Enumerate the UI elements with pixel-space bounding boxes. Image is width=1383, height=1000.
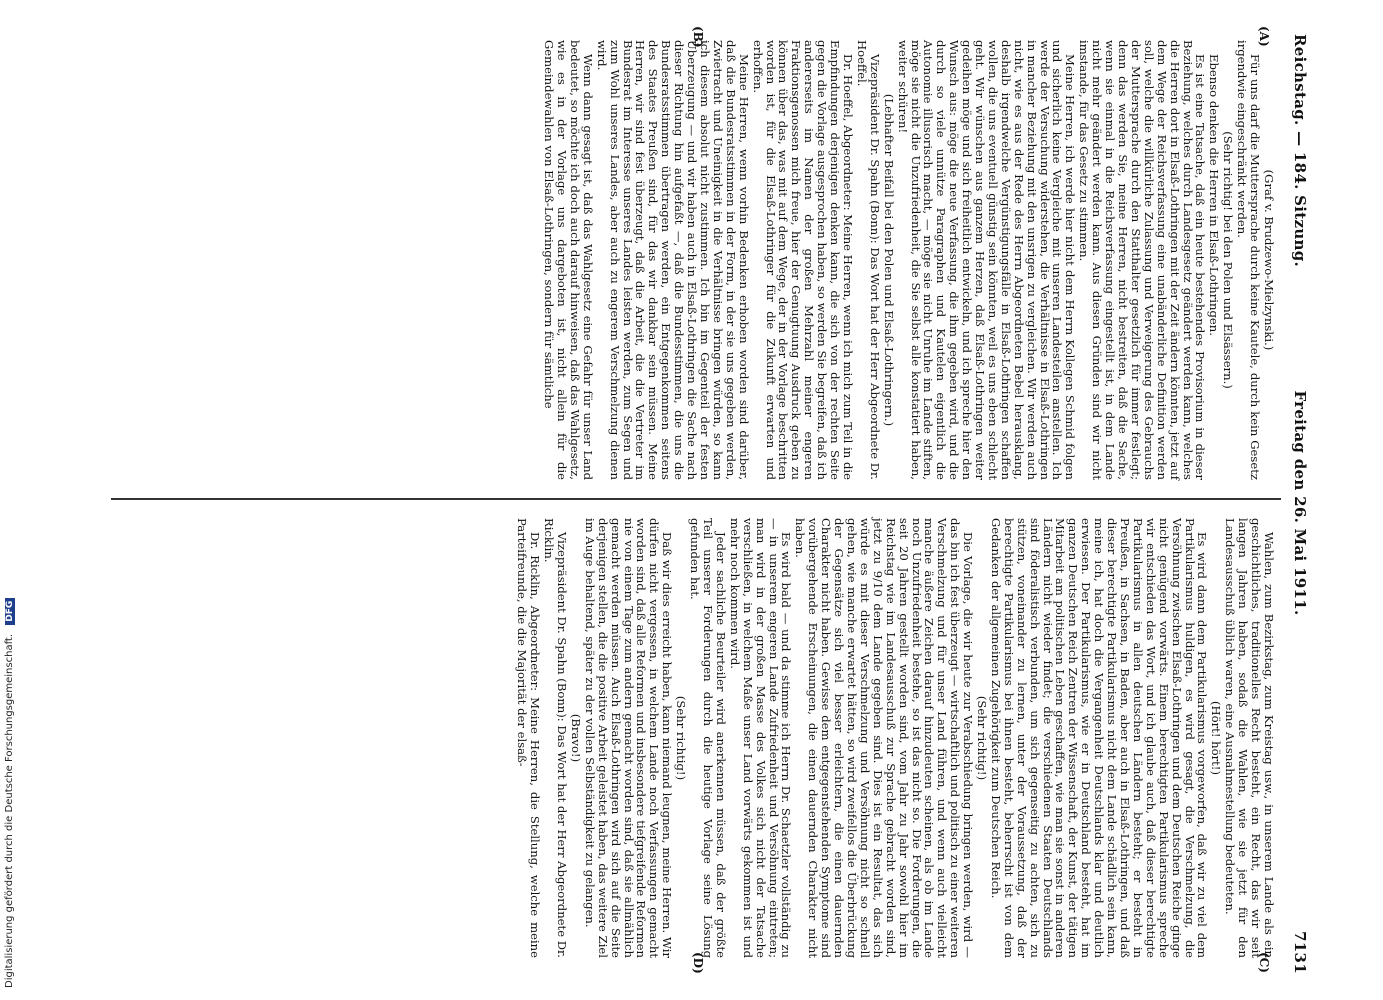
paragraph: Vizepräsident Dr. Spahn (Bonn): Das Wort hat der Herr Abgeordnete Dr. Hoeffel. (854, 40, 882, 480)
paragraph: Meine Herren, ich werde hier nicht dem Herrn Kollegen Schmid folgen und sicherlich keine Vergleiche mit unseren Landesteilen anstellen. Ich werde der Versuchung widerstehen, die Verhältnisse in Elsaß-Lothringen in mancher Beziehung mit den unsrigen zu vergleichen. Wir werden auch nicht, wie es aus der Rede des Herrn Abgeordneten Bebel herausklang, deshalb irgendwelche Vergünstigungsfälle in Elsaß-Lothringen schaffen wollen, die uns eventuell günstig sein könnten, weil es uns eben schlecht geht. Wir wünschen aus ganzem Herzen, daß Elsaß-Lothringen weiter gedeihen möge und sich freiheitlich entwickeln, und ich spreche hier den Wunsch aus: möge die neue Verfassung, die ihm gegeben wird, und die durch so viele unnütze Paragraphen und Kautelen eigentlich die Autonomie illusorisch macht, — möge sie nicht Unruhe im Lande stiften, möge sie nicht die Unzufriedenheit, die Sie selbst alle konstatiert haben, weiter schüren! (895, 40, 1078, 480)
margin-mark-d: (D) (691, 952, 705, 974)
header-date: Freitag den 26. Mai 1911. (1291, 390, 1309, 616)
interjection: (Lebhafter Beifall bei den Polen und Elsaß-Lothringern.) (881, 93, 896, 427)
paragraph: Die Vorlage, die wir heute zur Verabschiedung bringen werden, wird — das bin ich fest überzeugt — wirtschaftlich und politisch zu einer weiteren Verschmelzung und für unser Land führen, und wenn auch vielleicht manche äußere Zeichen darauf hinzudeuten scheinen, als ob im Lande noch Unzufriedenheit bestehe, so ist das nicht so. Die Forderungen, die seit 20 Jahren gestellt worden sind, vom Jahr zu Jahr sowohl hier im Reichstag wie im Landesausschuß zur Sprache gebracht worden sind, jetzt zu 9/10 dem Lande gegeben sind. Dies ist ein Resultat, das sich würde es mit dieser Verschmelzung und Versöhnung nicht so schnell gehen, wie manche erwartet hätten, so wird zweifellos die Überbrückung der Gegensätze sich viel besser erleichtern, die einen dauernden Charakter nicht haben. Gewisse dem entgegenstehenden Symptome sind vorübergehende Erscheinungen, die einen dauernden Charakter nicht haben. (793, 518, 976, 958)
paragraph: Vizepräsident Dr. Spahn (Bonn): Das Wort hat der Herr Abgeordnete Dr. Ricklin. (542, 518, 570, 958)
margin-mark-a: (A) (1257, 26, 1271, 47)
interjection: (Hört! hört!) (1209, 701, 1224, 775)
interjection: (Sehr richtig! bei den Polen und Elsässern.) (1221, 131, 1236, 389)
paragraph: Es ist eine Tatsache, daß ein heute bestehendes Provisorium in dieser Beziehung, welches durch Landesgesetz geändert werden kann, welches die Herren dort in Elsaß-Lothringen mit der Zeit ändern könnten, jetzt auf dem Wege der Reichsverfassung eine unabänderliche Definition werden soll, welche die willkürliche Zulassung und Verweigerung des Gebrauchs der Muttersprache durch den Statthalter gesetzlich für immer festlegt; denn das werden Sie, meine Herren, nicht bestreiten, daß die Sache, wenn sie einmal in die Reichsverfassung eingestellt ist, in dem Lande nicht mehr geändert werden kann. Aus diesen Gründen sind wir nicht imstande, für das Gesetz zu stimmen. (1077, 40, 1208, 480)
margin-mark-c: (C) (1257, 952, 1271, 973)
interjection: (Sehr richtig!) (975, 695, 990, 781)
page-number: 7131 (1291, 931, 1309, 974)
paragraph: Dr. Ricklin, Abgeordneter: Meine Herren, die Stellung, welche meine Parteifreunde, die die Majorität der elsaß- (515, 518, 543, 958)
paragraph: Wahlen, zum Bezirkstag, zum Kreistag usw., in unserem Lande als ein geschichtliches, traditionelles Recht besteht, ein Recht, das wir seit langen Jahren haben, sodaß die Wahlen, wie sie jetzt für den Landesausschuß üblich waren, eine Ausnahmestellung bedeuteten. (1223, 518, 1276, 958)
funding-note-text: Digitalisierung gefördert durch die Deutsche Forschungsgemeinschaft. (4, 633, 15, 988)
column-divider (111, 498, 1281, 500)
left-text-column (541, 40, 1275, 480)
interjection: (Bravo!) (568, 713, 583, 763)
paragraph: Daß wir dies erreicht haben, kann niemand leugnen, meine Herren. Wir dürfen nicht vergessen, in welchem Lande noch Verfassungen gemacht worden sind, daß alle Reformen und insbesondere tiefgreifende Reformen nie von einem Tage zum andern gemacht worden sind, daß sie allmählich gemacht werden müssen. Auch Elsaß-Lothringen wird sich auf die Seite derjenigen stellen, die die positive Arbeit geleistet haben, das weitere Ziel im Auge behaltend, später zu der vollen Selbständigkeit zu gelangen. (582, 518, 675, 958)
interjection: (Sehr richtig!) (674, 695, 689, 781)
page-header (1281, 28, 1315, 978)
header-left: Reichstag. — 184. Sitzung. (1291, 34, 1309, 268)
paragraph: Es wird dann dem Partikularismus vorgeworfen, daß wir zu viel dem Partikularismus huldigen, es wird gesagt, die Verschmelzung, die Versöhnung zwischen Elsaß-Lothringen und dem Deutschen Reiche ginge nicht genügend vorwärts. Einem berechtigten Partikularismus spreche wir entschieden das Wort, und ich glaube auch, daß dieser berechtigte Partikularismus in allen deutschen Ländern besteht; er besteht in Preußen, in Sachsen, in Baden, aber auch in Elsaß-Lothringen, und daß dieser berechtigte Partikularismus nicht dem Lande schädlich sein kann, meine ich, hat doch die Vergangenheit Deutschlands klar und deutlich erwiesen. Der Partikularismus, wie er in Deutschland besteht, hat im ganzen Deutschen Reich Zentren der Wissenschaft, der Kunst, der tätigen Mitarbeit am politischen Leben geschaffen, wie man sie sonst in anderen Ländern nicht wieder findet; die verschiedenen Staaten Deutschlands sind föderalistisch verbunden, um sich gegenseitig zu achten, sich zu stützen, voneinander zu lernen, unter der Voraussetzung, daß der berechtigte Partikularismus bei ihnen besteht, beherrscht ist von dem Gedanken der allgemeinen Zugehörigkeit zum Deutschen Reich. (988, 518, 1210, 958)
speaker-line: (Graf v. Brudzewo-Mielzynski.) (1262, 169, 1276, 351)
paragraph: Wenn dann gesagt ist, daß das Wahlgesetz eine Gefahr für unser Land bedeutet, so möchte ich doch auch darauf hinweisen, daß das Wahlgesetz, wie es in der Vorlage uns dargeboten ist, nicht allein für die Gemeindewahlen von Elsaß-Lothringen, sondern für sämtliche (542, 40, 595, 480)
paragraph: Es wird bald — und da stimme ich Herrn Dr. Schaetzler vollständig zu — in unserem engeren Lande Zufriedenheit und Versöhnung eintreten; man wird in der großen Masse des Volkes sich nicht der Tatsache verschließen, in welchem Maße unser Land vorwärts gekommen ist und mehr noch kommen wird. (727, 518, 794, 958)
rotated-scan-page (65, 28, 1315, 978)
funding-note (4, 600, 16, 988)
paragraph: Dr. Hoeffel, Abgeordneter: Meine Herren, wenn ich mich zum Teil in die Empfindungen derjenigen denken kann, die sich von der rechten Seite gegen die Vorlage ausgesprochen haben, so werden Sie begreifen, daß ich andererseits im Namen der großen Mehrzahl meiner engeren Fraktionsgenossen mich freue, hier der Genugtuung Ausdruck geben zu können über das, was mit auf dem Wege, der in der Vorlage beschritten worden ist, für die Elsaß-Lothringer für die Zukunft erwarten und erhoffen. (750, 40, 855, 480)
dfg-logo: DFG (5, 598, 15, 625)
paragraph: Für uns darf die Muttersprache durch keine Kautele, durch kein Gesetz irgendwie eingeschränkt werden. (1235, 40, 1263, 480)
paragraph: Meine Herren, wenn vorhin Bedenken erhoben worden sind darüber, daß die Bundesratsstimmen in der Form, in der sie uns gegeben werden, Zwietracht und Uneinigkeit in die Verhältnisse bringen würden, so kann ich diesem absolut nicht zustimmen. Ich bin im Gegenteil der festen Überzeugung — und wir haben auch in Elsaß-Lothringen die Sache nach dieser Richtung hin aufgefaßt —, daß die Bundesstimmen, die uns die Bundesratsstimmen übertragen werden, ein Entgegenkommen seitens des Staates Preußen sind, für das wir dankbar sein müssen. Meine Herren, wir sind fest überzeugt, daß die Arbeit, die die Vertreter im Bundesrat im Interesse unseres Landes leisten werden, zum Segen und zum Wohl unseres Landes, aber auch zu engerem Verschmelzung dienen wird. (594, 40, 751, 480)
right-text-column (514, 518, 1275, 958)
paragraph: Ebenso denken die Herren in Elsaß-Lothringen. (1207, 54, 1222, 336)
paragraph: Jeder sachliche Beurteiler wird anerkennen müssen, daß der größte Teil unserer Forderungen durch die heutige Vorlage seine Lösung gefunden hat. (688, 518, 728, 958)
margin-mark-b: (B) (691, 26, 705, 48)
